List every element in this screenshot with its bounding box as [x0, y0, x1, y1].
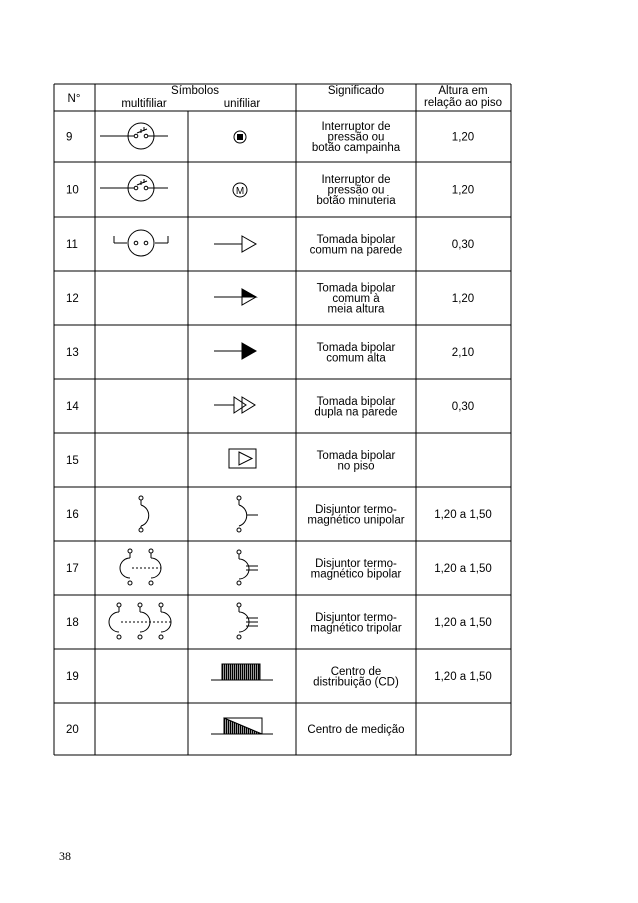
- row-significado-line: botão minuteria: [316, 195, 396, 207]
- row-significado-line: Centro de medição: [307, 724, 405, 736]
- minuteria-letter: M: [235, 186, 245, 197]
- row-number: 13: [66, 347, 79, 359]
- row-altura: 0,30: [451, 239, 475, 251]
- row-number: 18: [66, 617, 79, 629]
- header-altura-line2: relação ao piso: [424, 97, 502, 109]
- row-significado-line: magnético bipolar: [310, 568, 402, 581]
- header-multifiliar: multifiliar: [121, 98, 167, 110]
- header-altura-line1: Altura em: [438, 85, 488, 97]
- row-altura: 2,10: [451, 347, 475, 359]
- row-number: 14: [66, 401, 79, 413]
- row-number: 19: [66, 671, 79, 683]
- row-significado-line: pressão ou: [327, 184, 385, 197]
- row-altura: 1,20 a 1,50: [434, 509, 492, 521]
- row-significado-line: magnético unipolar: [307, 514, 405, 527]
- row-number: 17: [66, 563, 79, 575]
- header-num: N°: [67, 93, 81, 105]
- row-number: 10: [66, 184, 79, 197]
- row-significado-line: distribuição (CD): [313, 676, 399, 689]
- row-significado-line: Tomada bipolar: [316, 233, 396, 246]
- row-significado-line: comum alta: [326, 352, 386, 365]
- row-significado-line: Tomada bipolar: [316, 282, 396, 295]
- row-significado-line: pressão ou: [327, 131, 385, 144]
- row-altura: 1,20 a 1,50: [434, 671, 492, 683]
- row-number: 20: [66, 724, 79, 736]
- row-altura: 1,20 a 1,50: [434, 563, 492, 575]
- row-significado-line: comum na parede: [309, 244, 403, 257]
- row-altura: 0,30: [451, 401, 475, 413]
- header-unifiliar: unifiliar: [223, 98, 261, 110]
- row-altura: 1,20 a 1,50: [434, 617, 492, 629]
- row-significado-line: Interruptor de: [321, 121, 391, 133]
- row-number: 9: [66, 131, 73, 144]
- row-significado-line: magnético tripolar: [310, 622, 402, 635]
- row-significado-line: Disjuntor termo-: [315, 503, 397, 516]
- row-significado-line: comum à: [332, 293, 380, 305]
- row-significado-line: Tomada bipolar: [316, 341, 396, 354]
- row-altura: 1,20: [451, 184, 475, 197]
- row-significado-line: Disjuntor termo-: [315, 611, 397, 624]
- row-number: 11: [66, 239, 78, 251]
- row-significado-line: Tomada bipolar: [316, 395, 396, 408]
- row-significado-line: Disjuntor termo-: [315, 557, 397, 570]
- row-number: 16: [66, 509, 79, 521]
- row-significado-line: no piso: [337, 460, 375, 473]
- header-simbolos: Símbolos: [171, 85, 219, 97]
- row-significado-line: Interruptor de: [321, 174, 391, 186]
- row-significado-line: meia altura: [327, 303, 385, 316]
- row-significado-line: Centro de: [330, 665, 382, 678]
- row-altura: 1,20: [451, 131, 475, 144]
- page-number: 38: [59, 849, 71, 863]
- row-number: 12: [66, 293, 79, 305]
- row-significado-line: botão campainha: [311, 142, 401, 154]
- row-number: 15: [66, 455, 79, 467]
- header-significado: Significado: [327, 85, 385, 97]
- row-altura: 1,20: [451, 293, 475, 305]
- row-significado-line: Tomada bipolar: [316, 449, 396, 462]
- row-significado-line: dupla na parede: [314, 406, 398, 419]
